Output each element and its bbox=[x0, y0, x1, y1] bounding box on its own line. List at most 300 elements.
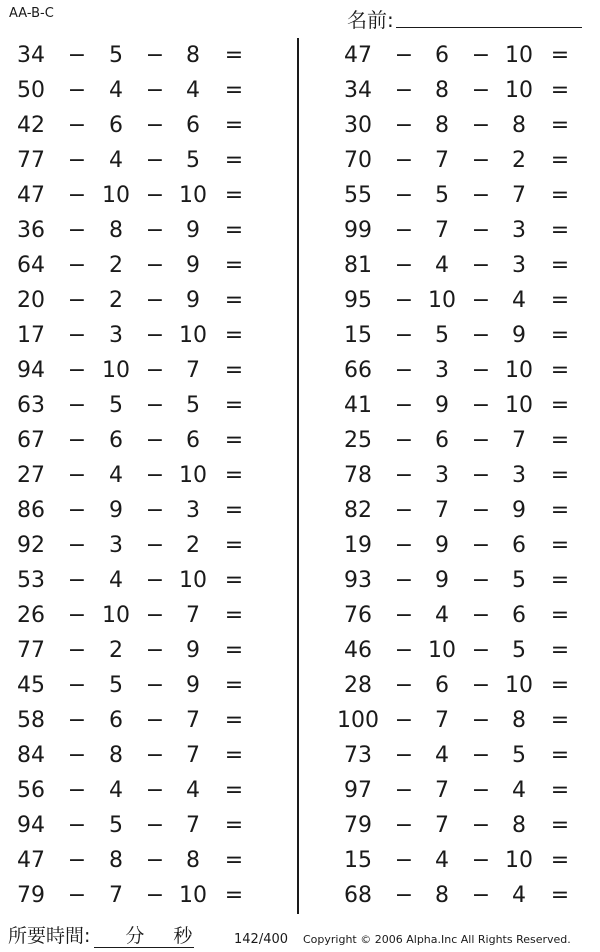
subtrahend-1: 9 bbox=[435, 568, 449, 593]
minuend: 34 bbox=[17, 43, 45, 68]
subtrahend-1: 4 bbox=[109, 148, 123, 173]
equals-sign: = bbox=[550, 253, 570, 278]
minus-sign: − bbox=[67, 183, 87, 208]
equals-sign: = bbox=[224, 148, 244, 173]
minus-sign: − bbox=[67, 603, 87, 628]
page-count: 142/400 bbox=[234, 932, 289, 947]
problem-row bbox=[0, 353, 300, 388]
minus-sign: − bbox=[67, 778, 87, 803]
subtrahend-1: 5 bbox=[435, 323, 449, 348]
equals-sign: = bbox=[224, 78, 244, 103]
subtrahend-2: 4 bbox=[512, 883, 526, 908]
problem-row bbox=[0, 178, 300, 213]
equals-sign: = bbox=[550, 78, 570, 103]
equals-sign: = bbox=[224, 673, 244, 698]
problem-row bbox=[0, 878, 300, 913]
minus-sign: − bbox=[145, 498, 165, 523]
minus-sign: − bbox=[394, 78, 414, 103]
subtrahend-2: 7 bbox=[186, 743, 200, 768]
minus-sign: − bbox=[67, 218, 87, 243]
subtrahend-1: 8 bbox=[109, 848, 123, 873]
subtrahend-1: 7 bbox=[435, 148, 449, 173]
subtrahend-2: 8 bbox=[186, 43, 200, 68]
minus-sign: − bbox=[145, 218, 165, 243]
minuend: 84 bbox=[17, 743, 45, 768]
minuend: 86 bbox=[17, 498, 45, 523]
subtrahend-1: 3 bbox=[435, 463, 449, 488]
minus-sign: − bbox=[471, 113, 491, 138]
minus-sign: − bbox=[145, 533, 165, 558]
subtrahend-2: 4 bbox=[186, 78, 200, 103]
minuend: 26 bbox=[17, 603, 45, 628]
subtrahend-2: 3 bbox=[512, 218, 526, 243]
minuend: 70 bbox=[344, 148, 372, 173]
subtrahend-2: 10 bbox=[179, 463, 207, 488]
minus-sign: − bbox=[145, 813, 165, 838]
subtrahend-1: 3 bbox=[435, 358, 449, 383]
seconds-blank[interactable] bbox=[146, 925, 194, 948]
subtrahend-1: 7 bbox=[435, 218, 449, 243]
minus-sign: − bbox=[471, 78, 491, 103]
minuend: 79 bbox=[17, 883, 45, 908]
problem-row bbox=[300, 458, 600, 493]
equals-sign: = bbox=[224, 603, 244, 628]
minuend: 17 bbox=[17, 323, 45, 348]
minus-sign: − bbox=[394, 498, 414, 523]
minus-sign: − bbox=[471, 883, 491, 908]
problem-row bbox=[0, 493, 300, 528]
problem-row bbox=[300, 353, 600, 388]
subtrahend-2: 8 bbox=[186, 848, 200, 873]
name-blank-line[interactable] bbox=[396, 26, 582, 28]
subtrahend-1: 6 bbox=[435, 428, 449, 453]
equals-sign: = bbox=[224, 43, 244, 68]
subtrahend-1: 7 bbox=[435, 813, 449, 838]
minus-sign: − bbox=[145, 708, 165, 733]
minus-sign: − bbox=[394, 218, 414, 243]
minus-sign: − bbox=[67, 673, 87, 698]
minuend: 94 bbox=[17, 358, 45, 383]
minuend: 73 bbox=[344, 743, 372, 768]
subtrahend-1: 4 bbox=[109, 463, 123, 488]
subtrahend-2: 5 bbox=[512, 568, 526, 593]
problem-row bbox=[0, 598, 300, 633]
minus-sign: − bbox=[394, 148, 414, 173]
subtrahend-1: 4 bbox=[435, 253, 449, 278]
minus-sign: − bbox=[394, 848, 414, 873]
minus-sign: − bbox=[394, 358, 414, 383]
subtrahend-1: 10 bbox=[102, 603, 130, 628]
minus-sign: − bbox=[67, 113, 87, 138]
copyright-notice: Copyright © 2006 Alpha.Inc All Rights Reserved. bbox=[303, 933, 571, 946]
equals-sign: = bbox=[224, 638, 244, 663]
minuend: 66 bbox=[344, 358, 372, 383]
equals-sign: = bbox=[550, 883, 570, 908]
equals-sign: = bbox=[550, 358, 570, 383]
subtrahend-2: 9 bbox=[512, 323, 526, 348]
problem-row bbox=[0, 633, 300, 668]
subtrahend-2: 8 bbox=[512, 708, 526, 733]
subtrahend-1: 7 bbox=[435, 708, 449, 733]
subtrahend-1: 6 bbox=[109, 428, 123, 453]
minus-sign: − bbox=[145, 148, 165, 173]
problem-row bbox=[300, 563, 600, 598]
minus-sign: − bbox=[471, 428, 491, 453]
minus-sign: − bbox=[145, 113, 165, 138]
equals-sign: = bbox=[550, 463, 570, 488]
subtrahend-2: 5 bbox=[512, 743, 526, 768]
minus-sign: − bbox=[67, 708, 87, 733]
minuend: 25 bbox=[344, 428, 372, 453]
subtrahend-2: 9 bbox=[186, 673, 200, 698]
minus-sign: − bbox=[67, 498, 87, 523]
subtrahend-1: 8 bbox=[109, 743, 123, 768]
equals-sign: = bbox=[550, 113, 570, 138]
minuend: 81 bbox=[344, 253, 372, 278]
subtrahend-1: 2 bbox=[109, 288, 123, 313]
problem-row bbox=[300, 283, 600, 318]
equals-sign: = bbox=[224, 708, 244, 733]
minuend: 55 bbox=[344, 183, 372, 208]
minuend: 42 bbox=[17, 113, 45, 138]
equals-sign: = bbox=[550, 638, 570, 663]
minus-sign: − bbox=[67, 883, 87, 908]
subtrahend-2: 10 bbox=[179, 183, 207, 208]
minuend: 94 bbox=[17, 813, 45, 838]
equals-sign: = bbox=[224, 113, 244, 138]
minus-sign: − bbox=[145, 393, 165, 418]
time-taken-label: 所要時間: bbox=[8, 925, 91, 947]
minus-sign: − bbox=[471, 288, 491, 313]
minus-sign: − bbox=[145, 568, 165, 593]
minus-sign: − bbox=[394, 883, 414, 908]
equals-sign: = bbox=[224, 393, 244, 418]
minus-sign: − bbox=[145, 673, 165, 698]
problem-row bbox=[0, 318, 300, 353]
equals-sign: = bbox=[224, 883, 244, 908]
minus-sign: − bbox=[67, 533, 87, 558]
minus-sign: − bbox=[471, 778, 491, 803]
minus-sign: − bbox=[394, 778, 414, 803]
equals-sign: = bbox=[550, 428, 570, 453]
minuend: 68 bbox=[344, 883, 372, 908]
subtrahend-1: 3 bbox=[109, 533, 123, 558]
minus-sign: − bbox=[67, 743, 87, 768]
subtrahend-2: 2 bbox=[512, 148, 526, 173]
minus-sign: − bbox=[67, 568, 87, 593]
equals-sign: = bbox=[224, 463, 244, 488]
minus-sign: − bbox=[145, 323, 165, 348]
equals-sign: = bbox=[550, 568, 570, 593]
subtrahend-2: 10 bbox=[505, 358, 533, 383]
equals-sign: = bbox=[550, 393, 570, 418]
minus-sign: − bbox=[394, 603, 414, 628]
minuend: 28 bbox=[344, 673, 372, 698]
problem-row bbox=[300, 773, 600, 808]
minuend: 30 bbox=[344, 113, 372, 138]
minus-sign: − bbox=[471, 358, 491, 383]
subtrahend-2: 10 bbox=[505, 673, 533, 698]
minuend: 47 bbox=[17, 183, 45, 208]
problem-row bbox=[0, 388, 300, 423]
minus-sign: − bbox=[471, 638, 491, 663]
equals-sign: = bbox=[550, 183, 570, 208]
equals-sign: = bbox=[224, 778, 244, 803]
subtrahend-1: 3 bbox=[109, 323, 123, 348]
minus-sign: − bbox=[394, 323, 414, 348]
minus-sign: − bbox=[471, 568, 491, 593]
minus-sign: − bbox=[145, 253, 165, 278]
subtrahend-1: 2 bbox=[109, 253, 123, 278]
subtrahend-1: 9 bbox=[435, 533, 449, 558]
problem-row bbox=[300, 178, 600, 213]
minus-sign: − bbox=[145, 43, 165, 68]
minus-sign: − bbox=[145, 603, 165, 628]
time-taken-field bbox=[8, 924, 194, 948]
subtrahend-2: 6 bbox=[186, 113, 200, 138]
problem-row bbox=[0, 423, 300, 458]
equals-sign: = bbox=[550, 673, 570, 698]
subtrahend-1: 5 bbox=[109, 393, 123, 418]
minus-sign: − bbox=[67, 393, 87, 418]
minus-sign: − bbox=[471, 708, 491, 733]
subtrahend-1: 4 bbox=[435, 743, 449, 768]
minus-sign: − bbox=[471, 533, 491, 558]
minuend: 78 bbox=[344, 463, 372, 488]
minus-sign: − bbox=[145, 883, 165, 908]
minus-sign: − bbox=[394, 743, 414, 768]
problem-row bbox=[0, 38, 300, 73]
minus-sign: − bbox=[471, 253, 491, 278]
subtrahend-1: 5 bbox=[109, 43, 123, 68]
equals-sign: = bbox=[224, 813, 244, 838]
subtrahend-1: 8 bbox=[435, 883, 449, 908]
subtrahend-1: 7 bbox=[435, 778, 449, 803]
minuend: 93 bbox=[344, 568, 372, 593]
subtrahend-2: 9 bbox=[512, 498, 526, 523]
minuend: 56 bbox=[17, 778, 45, 803]
equals-sign: = bbox=[224, 568, 244, 593]
minus-sign: − bbox=[394, 428, 414, 453]
minuend: 20 bbox=[17, 288, 45, 313]
name-field bbox=[347, 4, 582, 32]
minuend: 19 bbox=[344, 533, 372, 558]
problem-row bbox=[0, 738, 300, 773]
minuend: 67 bbox=[17, 428, 45, 453]
minus-sign: − bbox=[145, 358, 165, 383]
minus-sign: − bbox=[471, 498, 491, 523]
minus-sign: − bbox=[145, 78, 165, 103]
problem-row bbox=[0, 808, 300, 843]
problem-row bbox=[0, 773, 300, 808]
minus-sign: − bbox=[394, 113, 414, 138]
problem-row bbox=[300, 248, 600, 283]
subtrahend-2: 6 bbox=[186, 428, 200, 453]
problem-row bbox=[0, 668, 300, 703]
minuend: 45 bbox=[17, 673, 45, 698]
minus-sign: − bbox=[67, 848, 87, 873]
minuend: 15 bbox=[344, 323, 372, 348]
subtrahend-1: 10 bbox=[428, 638, 456, 663]
minuend: 47 bbox=[344, 43, 372, 68]
minus-sign: − bbox=[471, 463, 491, 488]
name-label: 名前: bbox=[347, 8, 394, 32]
subtrahend-2: 9 bbox=[186, 288, 200, 313]
minus-sign: − bbox=[394, 43, 414, 68]
problem-row bbox=[300, 843, 600, 878]
minus-sign: − bbox=[145, 288, 165, 313]
problem-row bbox=[0, 528, 300, 563]
minus-sign: − bbox=[67, 813, 87, 838]
equals-sign: = bbox=[550, 848, 570, 873]
subtrahend-1: 8 bbox=[435, 78, 449, 103]
minus-sign: − bbox=[471, 813, 491, 838]
subtrahend-2: 5 bbox=[512, 638, 526, 663]
subtrahend-2: 10 bbox=[179, 883, 207, 908]
subtrahend-1: 4 bbox=[109, 568, 123, 593]
equals-sign: = bbox=[224, 288, 244, 313]
equals-sign: = bbox=[550, 148, 570, 173]
problem-row bbox=[0, 703, 300, 738]
minus-sign: − bbox=[471, 218, 491, 243]
minutes-unit: 分 bbox=[125, 925, 145, 947]
minuend: 92 bbox=[17, 533, 45, 558]
minus-sign: − bbox=[394, 463, 414, 488]
subtrahend-1: 10 bbox=[428, 288, 456, 313]
subtrahend-1: 8 bbox=[109, 218, 123, 243]
minuend: 63 bbox=[17, 393, 45, 418]
minuend: 46 bbox=[344, 638, 372, 663]
equals-sign: = bbox=[224, 848, 244, 873]
minus-sign: − bbox=[394, 638, 414, 663]
equals-sign: = bbox=[224, 323, 244, 348]
problem-row bbox=[0, 143, 300, 178]
subtrahend-2: 2 bbox=[186, 533, 200, 558]
problem-row bbox=[300, 143, 600, 178]
subtrahend-2: 10 bbox=[505, 393, 533, 418]
subtrahend-2: 10 bbox=[179, 568, 207, 593]
problem-row bbox=[0, 283, 300, 318]
problem-row bbox=[300, 668, 600, 703]
subtrahend-2: 3 bbox=[512, 463, 526, 488]
equals-sign: = bbox=[550, 43, 570, 68]
minutes-blank[interactable] bbox=[94, 925, 146, 948]
equals-sign: = bbox=[550, 603, 570, 628]
subtrahend-2: 9 bbox=[186, 253, 200, 278]
subtrahend-2: 6 bbox=[512, 533, 526, 558]
equals-sign: = bbox=[550, 533, 570, 558]
minus-sign: − bbox=[394, 393, 414, 418]
subtrahend-2: 5 bbox=[186, 148, 200, 173]
subtrahend-1: 8 bbox=[435, 113, 449, 138]
minuend: 53 bbox=[17, 568, 45, 593]
minuend: 36 bbox=[17, 218, 45, 243]
minus-sign: − bbox=[471, 183, 491, 208]
equals-sign: = bbox=[224, 253, 244, 278]
problem-row bbox=[300, 738, 600, 773]
subtrahend-2: 5 bbox=[186, 393, 200, 418]
minuend: 79 bbox=[344, 813, 372, 838]
minus-sign: − bbox=[471, 43, 491, 68]
subtrahend-1: 6 bbox=[435, 43, 449, 68]
subtrahend-2: 9 bbox=[186, 218, 200, 243]
minus-sign: − bbox=[67, 463, 87, 488]
minus-sign: − bbox=[394, 288, 414, 313]
minuend: 47 bbox=[17, 848, 45, 873]
minus-sign: − bbox=[145, 848, 165, 873]
subtrahend-1: 6 bbox=[109, 113, 123, 138]
minuend: 97 bbox=[344, 778, 372, 803]
problem-row bbox=[0, 108, 300, 143]
minus-sign: − bbox=[67, 358, 87, 383]
equals-sign: = bbox=[224, 218, 244, 243]
worksheet-code: AA-B-C bbox=[9, 6, 54, 21]
problem-row bbox=[300, 73, 600, 108]
equals-sign: = bbox=[550, 743, 570, 768]
minuend: 64 bbox=[17, 253, 45, 278]
subtrahend-2: 7 bbox=[186, 708, 200, 733]
problem-row bbox=[300, 878, 600, 913]
equals-sign: = bbox=[224, 358, 244, 383]
minuend: 15 bbox=[344, 848, 372, 873]
problem-row bbox=[300, 423, 600, 458]
minus-sign: − bbox=[394, 673, 414, 698]
equals-sign: = bbox=[224, 498, 244, 523]
minus-sign: − bbox=[394, 708, 414, 733]
problem-row bbox=[300, 703, 600, 738]
minus-sign: − bbox=[67, 148, 87, 173]
subtrahend-2: 10 bbox=[505, 43, 533, 68]
minus-sign: − bbox=[145, 778, 165, 803]
minuend: 99 bbox=[344, 218, 372, 243]
subtrahend-1: 4 bbox=[109, 78, 123, 103]
subtrahend-2: 3 bbox=[512, 253, 526, 278]
subtrahend-1: 7 bbox=[109, 883, 123, 908]
minus-sign: − bbox=[67, 428, 87, 453]
subtrahend-2: 7 bbox=[186, 603, 200, 628]
subtrahend-2: 10 bbox=[179, 323, 207, 348]
subtrahend-1: 9 bbox=[109, 498, 123, 523]
minus-sign: − bbox=[394, 813, 414, 838]
minuend: 82 bbox=[344, 498, 372, 523]
minuend: 34 bbox=[344, 78, 372, 103]
problem-row bbox=[300, 598, 600, 633]
equals-sign: = bbox=[550, 813, 570, 838]
equals-sign: = bbox=[224, 428, 244, 453]
minuend: 95 bbox=[344, 288, 372, 313]
problem-row bbox=[300, 633, 600, 668]
problem-row bbox=[0, 458, 300, 493]
equals-sign: = bbox=[224, 183, 244, 208]
subtrahend-2: 4 bbox=[512, 288, 526, 313]
subtrahend-1: 9 bbox=[435, 393, 449, 418]
subtrahend-2: 4 bbox=[186, 778, 200, 803]
subtrahend-1: 5 bbox=[109, 673, 123, 698]
equals-sign: = bbox=[224, 533, 244, 558]
minus-sign: − bbox=[67, 288, 87, 313]
minuend: 76 bbox=[344, 603, 372, 628]
subtrahend-2: 8 bbox=[512, 113, 526, 138]
minus-sign: − bbox=[145, 183, 165, 208]
subtrahend-2: 9 bbox=[186, 638, 200, 663]
minus-sign: − bbox=[471, 848, 491, 873]
minus-sign: − bbox=[145, 428, 165, 453]
minuend: 77 bbox=[17, 638, 45, 663]
problem-row bbox=[300, 213, 600, 248]
subtrahend-1: 4 bbox=[435, 848, 449, 873]
subtrahend-1: 7 bbox=[435, 498, 449, 523]
minus-sign: − bbox=[145, 743, 165, 768]
